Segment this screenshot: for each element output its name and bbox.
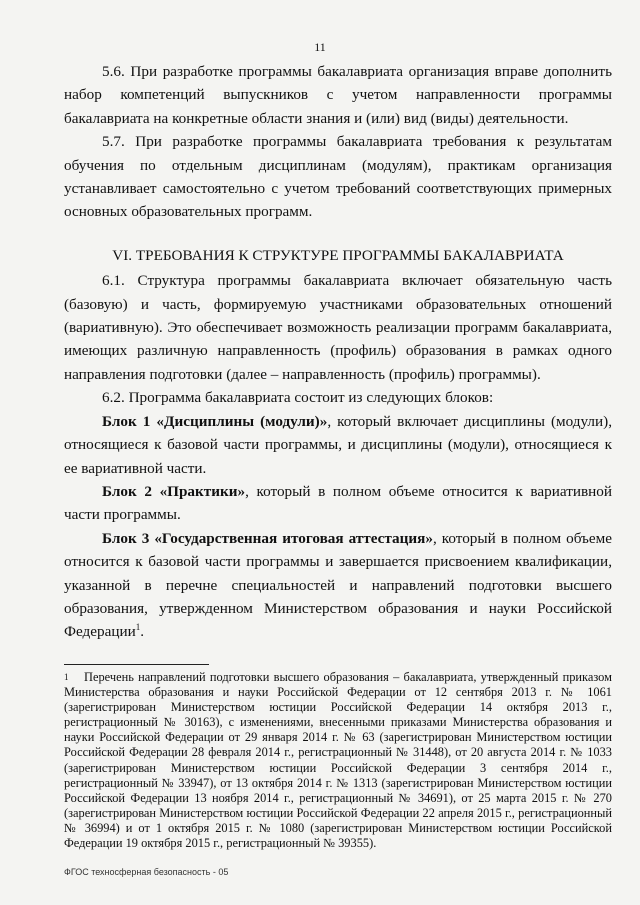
- paragraph-5-7: 5.7. При разработке программы бакалавриата требования к результатам обучения по отдельным дисциплинам (модулям), практикам организация устанавливает самостоятельно с учетом требований соответствующих примерных основных образовательных программ.: [64, 133, 612, 221]
- page-footer: ФГОС техносферная безопасность - 05: [64, 867, 229, 877]
- block-3-text: , который в полном объеме относится к базовой части программы и завершается присвоением квалификации, указанной в перечне специальностей и направлений подготовки высшего образования, утвержденном Министерством образования и науки Российской Федерации: [64, 529, 612, 641]
- block-3-paragraph: Блок 3 «Государственная итоговая аттестация», который в полном объеме относится к базовой части программы и завершается присвоением квалификации, указанной в перечне специальностей и направлений подготовки высшего образования, утвержденном Министерством образования и науки Российской Федерации$^1$.: [64, 529, 612, 641]
- paragraph-6-2: 6.2. Программа бакалавриата состоит из следующих блоков:: [102, 389, 494, 407]
- block-1-paragraph: [64, 410, 612, 480]
- footnote-reference: 1: [135, 622, 141, 633]
- block-2-paragraph: [64, 480, 612, 527]
- block-3-title: Блок 3 «Государственная итоговая аттестация»: [102, 529, 433, 547]
- section-heading: VI. ТРЕБОВАНИЯ К СТРУКТУРЕ ПРОГРАММЫ БАКАЛАВРИАТА: [112, 246, 564, 264]
- footnote: [64, 670, 612, 851]
- paragraph-5-6: 5.6. При разработке программы бакалавриата организация вправе дополнить набор компетенций выпускников с учетом направленности программы бакалавриата на конкретные области знания и (или) вид (виды) деятельности.: [64, 63, 612, 127]
- page-number: 11: [314, 40, 326, 54]
- block-2-text: , который в полном объеме относится к вариативной части программы.: [64, 482, 612, 524]
- footnote-divider: [64, 664, 209, 665]
- block-2-title: Блок 2 «Практики»: [102, 482, 246, 500]
- document-body: [64, 60, 612, 644]
- block-1-title: Блок 1 «Дисциплины (модули)»: [102, 412, 328, 430]
- footnote-text: Перечень направлений подготовки высшего образования – бакалавриата, утвержденный приказом Министерства образования и науки Российской Федерации от 12 сентября 2013 г. № 1061 (зарегистрирован Министерством юстиции Российской Федерации 14 октября 2013 г., регистрационный № 30163), с изменениями, внесенными приказами Министерства образования и науки Российской Федерации от 29 января 2014 г. № 63 (зарегистрирован Министерством юстиции Российской Федерации 28 февраля 2014 г., регистрационный № 31448), от 20 августа 2014 г. № 1033 (зарегистрирован Министерством юстиции Российской Федерации 3 сентября 2014 г., регистрационный № 33947), от 13 октября 2014 г. № 1313 (зарегистрирован Министерством юстиции Российской Федерации 13 ноября 2014 г., регистрационный № 34691), от 25 марта 2015 г. № 270 (зарегистрирован Министерством юстиции Российской Федерации 22 апреля 2015 г., регистрационный № 36994) и от 1 октября 2015 г. № 1080 (зарегистрирован Министерством юстиции Российской Федерации 19 октября 2015 г., регистрационный № 39355).: [64, 670, 612, 851]
- footnote-mark: 1: [64, 672, 69, 682]
- block-1-text: , который включает дисциплины (модули), относящиеся к базовой части программы, и дисциплины (модули), относящиеся к ее вариативной части.: [64, 412, 612, 477]
- paragraph-6-1: 6.1. Структура программы бакалавриата включает обязательную часть (базовую) и часть, формируемую участниками образовательных отношений (вариативную). Это обеспечивает возможность реализации программ бакалавриата, имеющих различную направленность (профиль) образования в рамках одного направления подготовки (далее – направленность (профиль) программы).: [64, 272, 612, 383]
